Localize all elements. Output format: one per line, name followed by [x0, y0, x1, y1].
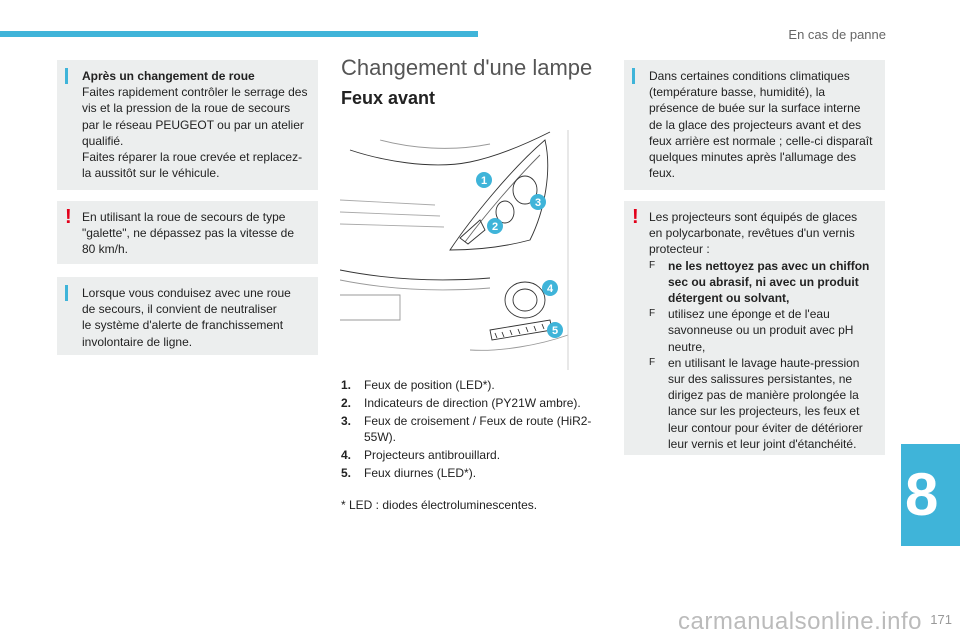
tire-change-note [57, 60, 318, 190]
top-accent-bar [0, 31, 478, 37]
headlight-diagram [340, 130, 572, 370]
callout-2 [487, 218, 503, 234]
warning-icon: ! [65, 206, 72, 228]
svg-text:1: 1 [480, 175, 488, 187]
lane-note-line: le système d'alerte de franchissement [82, 318, 284, 333]
list-item: 4. Projecteurs antibrouillard. [341, 448, 501, 463]
tire-note-title: Après un changement de roue [82, 69, 255, 83]
tire-note-line: Faites réparer la roue crevée et replacez- [82, 150, 303, 165]
tire-note-line: la aussitôt sur le véhicule. [82, 166, 220, 181]
list-item: F utilisez une éponge et de l'eau savonneuse ou un produit avec pH neutre, [649, 307, 854, 354]
tire-note-line: Faites rapidement contrôler le serrage des [82, 85, 308, 100]
watermark: carmanualsonline.info [678, 608, 922, 635]
condensation-note [624, 60, 885, 190]
headlight-parts-list [341, 377, 611, 483]
speed-warning-line: En utilisant la roue de secours de type [82, 210, 286, 224]
climate-note-line: (température basse, humidité), la [649, 85, 826, 100]
callout-3 [530, 194, 546, 210]
list-item: 1. Feux de position (LED*). [341, 378, 495, 392]
lane-note-line: Lorsque vous conduisez avec une roue [82, 286, 291, 300]
cleaning-intro-line: Les projecteurs sont équipés de glaces [649, 210, 858, 224]
list-item: F en utilisant le lavage haute-pression sur des salissures persistantes, ne dirigez pas de manière prolongée la lance sur les projecteurs, les feux et leur contour pour éviter de détériorer leur vernis et leur joint d'étanchéité. [649, 355, 863, 451]
info-icon [65, 68, 68, 84]
tire-note-line: par le réseau PEUGEOT ou par un atelier [82, 117, 304, 132]
chapter-number: 8 [905, 461, 939, 528]
speed-warning-line: "galette", ne dépassez pas la vitesse de [82, 226, 294, 241]
footnote: * LED : diodes électroluminescentes. [341, 498, 538, 512]
callout-5 [547, 322, 563, 338]
lane-note-line: de secours, il convient de neutraliser [82, 302, 277, 317]
cleaning-intro-line: en polycarbonate, revêtues d'un vernis [649, 226, 855, 241]
cleaning-warning [624, 201, 885, 455]
warning-icon: ! [632, 206, 639, 228]
cleaning-intro-line: protecteur : [649, 242, 710, 257]
list-item: 3. Feux de croisement / Feux de route (HiR2-55W). [341, 413, 592, 445]
info-icon [632, 68, 635, 84]
list-item: 2. Indicateurs de direction (PY21W ambre). [341, 395, 581, 410]
tire-note-line: qualifié. [82, 133, 124, 148]
page-title: Changement d'une lampe [341, 55, 593, 80]
climate-note-line: Dans certaines conditions climatiques [649, 69, 850, 83]
climate-note-line: quelques minutes après l'allumage des [649, 150, 857, 165]
tire-note-line: vis et la pression de la roue de secours [82, 101, 291, 116]
speed-warning [57, 201, 318, 264]
climate-note-line: présence de buée sur la surface interne [649, 101, 861, 116]
lane-assist-note [57, 277, 318, 355]
callout-4 [542, 280, 558, 296]
climate-note-line: feux. [649, 166, 676, 181]
svg-text:4: 4 [546, 283, 554, 295]
page-number: 171 [930, 612, 952, 627]
climate-note-line: de la glace des projecteurs avant et des [649, 117, 862, 132]
section-title: En cas de panne [788, 27, 886, 42]
info-icon [65, 285, 68, 301]
svg-text:3: 3 [534, 197, 542, 209]
section-subtitle: Feux avant [341, 88, 436, 108]
list-item: F ne les nettoyez pas avec un chiffon sec ou abrasif, ni avec un produit détergent ou solvant, [649, 258, 870, 306]
svg-text:5: 5 [551, 325, 559, 337]
callout-1 [476, 172, 492, 188]
svg-text:2: 2 [491, 221, 499, 233]
speed-warning-line: 80 km/h. [82, 242, 129, 257]
lane-note-line: involontaire de ligne. [82, 334, 193, 349]
cleaning-bullets [649, 258, 875, 452]
list-item: 5. Feux diurnes (LED*). [341, 466, 477, 481]
climate-note-line: feux arrière est normale ; celle-ci disparaît [649, 133, 873, 148]
